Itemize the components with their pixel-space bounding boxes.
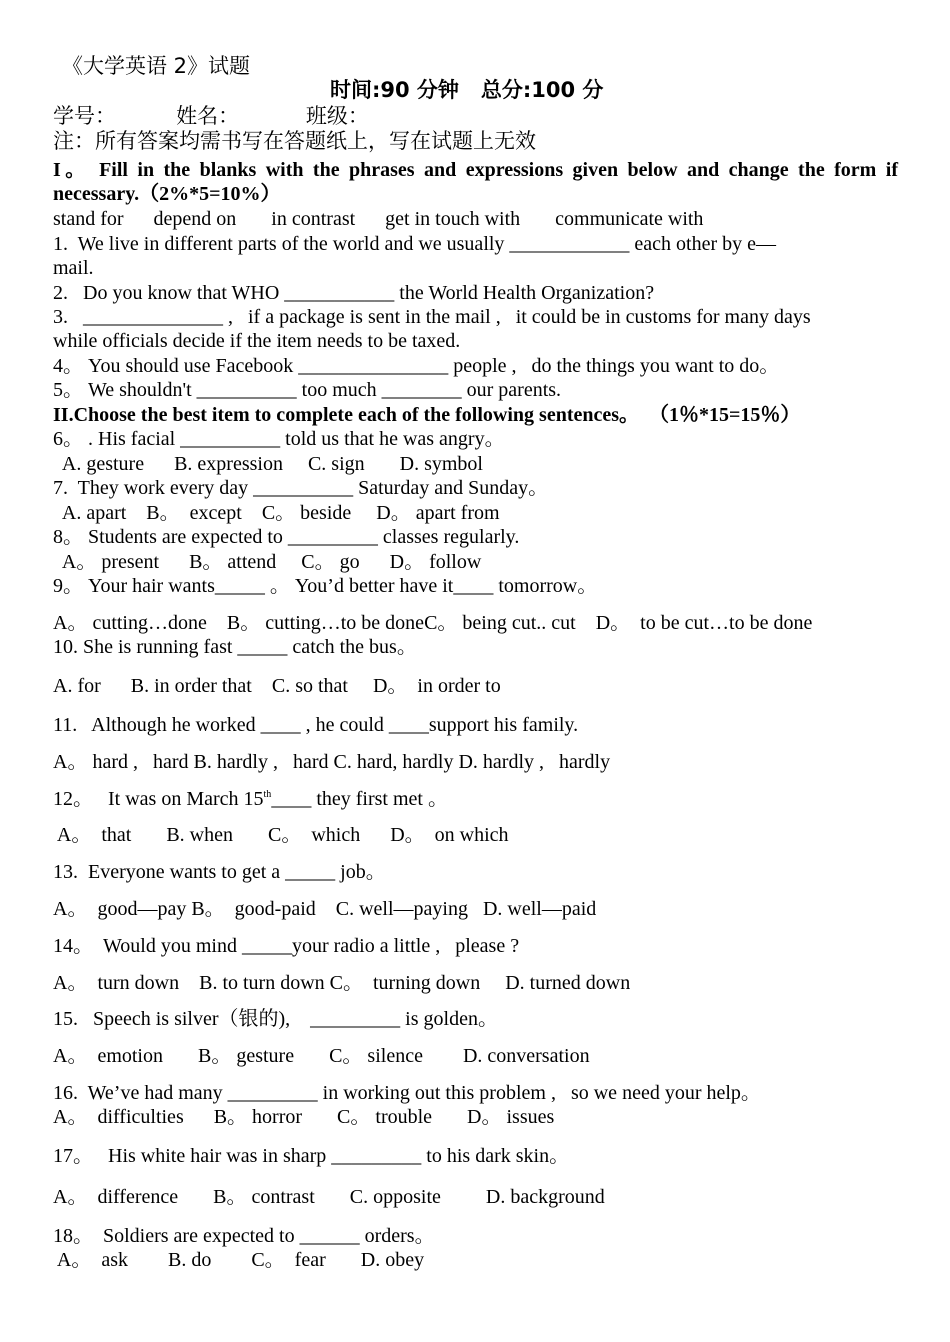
- question-15: 15. Speech is silver（银的), _________ is golden。: [53, 1008, 498, 1030]
- question-12-text: 12。 It was on March 15: [53, 788, 264, 810]
- question-10-options: A. for B. in order that C. so that D。 in order to: [53, 675, 501, 697]
- time-and-score: 时间:90 分钟 总分:100 分: [330, 78, 604, 102]
- question-3: 3. ______________ , if a package is sent in the mail , it could be in customs for many days: [53, 306, 811, 328]
- phrase-bank: stand for depend on in contrast get in touch with communicate with: [53, 208, 704, 230]
- question-15-options: A。 emotion B。 gesture C。 silence D. conversation: [53, 1045, 590, 1067]
- question-7: 7. They work every day __________ Saturday and Sunday。: [53, 477, 549, 499]
- question-11: 11. Although he worked ____ , he could ____support his family.: [53, 714, 579, 736]
- question-10: 10. She is running fast _____ catch the bus。: [53, 636, 417, 658]
- question-18: 18。 Soldiers are expected to ______ orders。: [53, 1225, 435, 1247]
- answer-sheet-notice: 注：所有答案均需书写在答题纸上，写在试题上无效: [53, 129, 536, 153]
- question-13-options: A。 good—pay B。 good-paid C. well—paying D. well—paid: [53, 898, 597, 920]
- question-18-options: A。 ask B. do C。 fear D. obey: [53, 1249, 425, 1271]
- question-12: [53, 787, 448, 811]
- question-6: 6。 . His facial __________ told us that he was angry。: [53, 428, 505, 450]
- question-1-cont: mail.: [53, 257, 94, 279]
- question-2: 2. Do you know that WHO ___________ the World Health Organization?: [53, 282, 655, 304]
- question-8: 8。 Students are expected to _________ classes regularly.: [53, 526, 520, 548]
- question-14-options: A。 turn down B. to turn down C。 turning down D. turned down: [53, 972, 631, 994]
- question-9: 9。 Your hair wants_____ 。 You’d better have it____ tomorrow。: [53, 575, 598, 597]
- question-16-options: A。 difficulties B。 horror C。 trouble D。 issues: [53, 1106, 555, 1128]
- question-7-options: A. apart B。 except C。 beside D。 apart from: [53, 502, 500, 524]
- part1-heading: I。 Fill in the blanks with the phrases and expressions given below and change the form if necessary.（2%*5=10%）: [53, 159, 898, 205]
- question-14: 14。 Would you mind _____your radio a little , please ?: [53, 935, 520, 957]
- question-5: 5。 We shouldn't __________ too much ________ our parents.: [53, 379, 562, 401]
- student-info-fields: 学号： 姓名： 班级：: [53, 104, 369, 128]
- question-12-options: A。 that B. when C。 which D。 on which: [53, 824, 509, 846]
- question-17-options: A。 difference B。 contrast C. opposite D. background: [53, 1186, 605, 1208]
- question-17: 17。 His white hair was in sharp _________ to his dark skin。: [53, 1145, 570, 1167]
- question-11-options: A。 hard , hard B. hardly , hard C. hard, hardly D. hardly , hardly: [53, 751, 611, 773]
- question-4: 4。 You should use Facebook _______________ people , do the things you want to do。: [53, 355, 780, 377]
- question-6-options: A. gesture B. expression C. sign D. symbol: [53, 453, 483, 475]
- question-13: 13. Everyone wants to get a _____ job。: [53, 861, 386, 883]
- question-3-cont: while officials decide if the item needs to be taxed.: [53, 330, 461, 352]
- exam-title: 《大学英语 2》试题: [62, 54, 251, 78]
- question-8-options: A。 present B。 attend C。 go D。 follow: [53, 551, 482, 573]
- question-9-options: A。 cutting…done B。 cutting…to be doneC。 being cut.. cut D。 to be cut…to be done: [53, 612, 813, 634]
- question-12-rest: ____ they first met 。: [271, 788, 448, 810]
- question-1: 1. We live in different parts of the world and we usually ____________ each other by e—: [53, 233, 777, 255]
- question-16: 16. We’ve had many _________ in working out this problem , so we need your help。: [53, 1082, 761, 1104]
- part2-heading: II.Choose the best item to complete each of the following sentences。 （1％*15=15％）: [53, 404, 801, 426]
- ordinal-suffix: th: [263, 789, 272, 800]
